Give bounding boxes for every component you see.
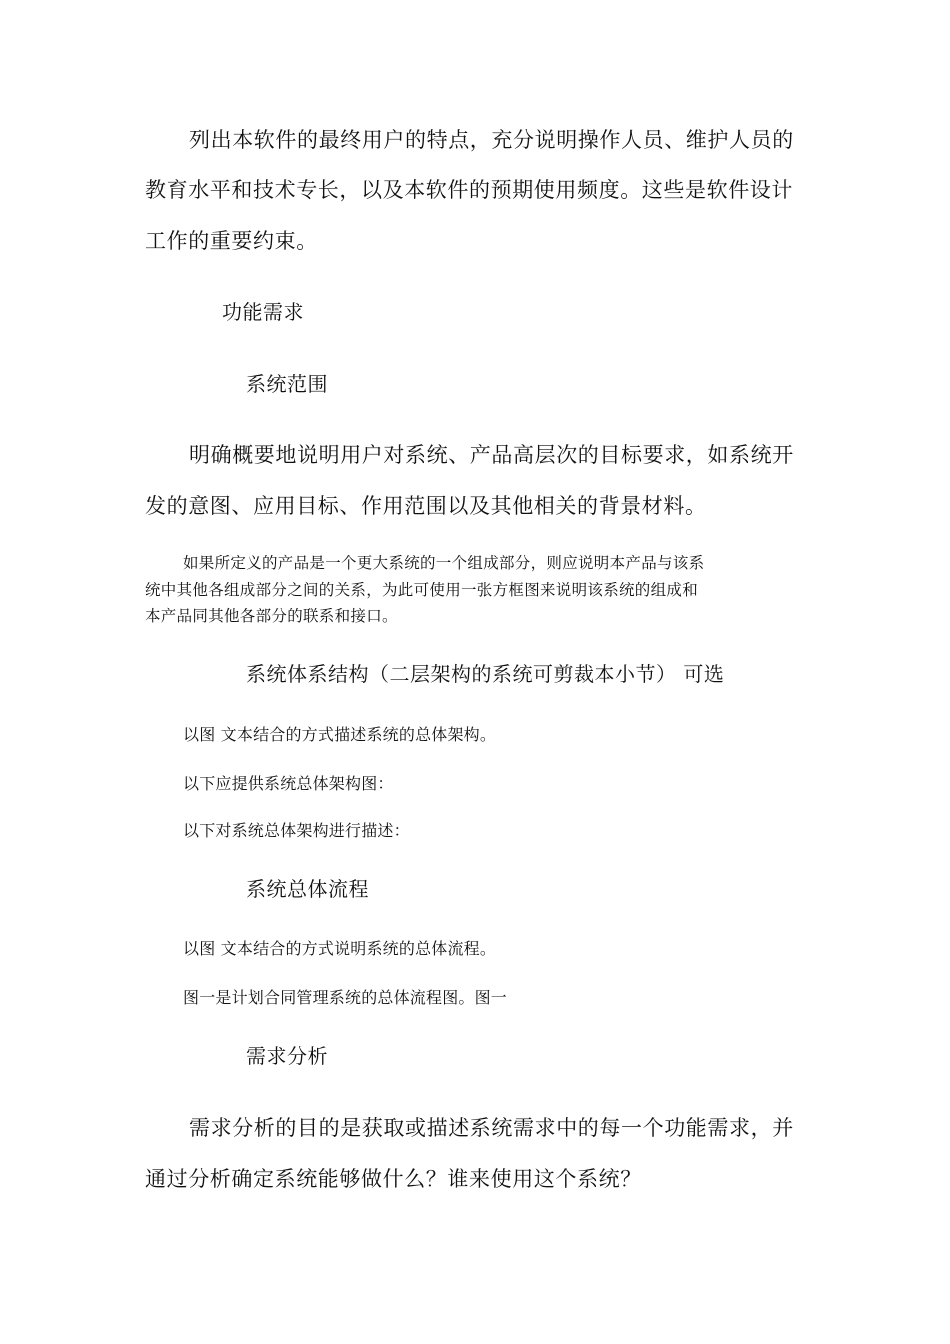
architecture-line-3: 以下对系统总体架构进行描述：: [183, 821, 410, 840]
paragraph-analysis-line-2: 通过分析确定系统能够做什么？谁来使用这个系统？: [145, 1167, 642, 1191]
heading-flow: 系统总体流程: [246, 877, 369, 901]
paragraph-component-line-2: 统中其他各组成部分之间的关系，为此可使用一张方框图来说明该系统的组成和: [145, 581, 699, 599]
paragraph-users-line-3: 工作的重要约束。: [145, 229, 318, 253]
heading-analysis: 需求分析: [246, 1044, 328, 1068]
architecture-line-2: 以下应提供系统总体架构图：: [183, 774, 394, 793]
architecture-line-1: 以图 文本结合的方式描述系统的总体架构。: [183, 725, 497, 744]
heading-functional-requirements: 功能需求: [222, 300, 304, 324]
paragraph-component-line-1: 如果所定义的产品是一个更大系统的一个组成部分，则应说明本产品与该系: [183, 554, 705, 572]
flow-line-2: 图一是计划合同管理系统的总体流程图。图一: [183, 988, 508, 1007]
paragraph-users-line-2: 教育水平和技术专长，以及本软件的预期使用频度。这些是软件设计: [145, 178, 793, 202]
paragraph-component-line-3: 本产品同其他各部分的联系和接口。: [145, 607, 398, 625]
paragraph-users-line-1: 列出本软件的最终用户的特点，充分说明操作人员、维护人员的: [189, 128, 794, 152]
heading-system-scope: 系统范围: [246, 372, 328, 396]
paragraph-analysis-line-1: 需求分析的目的是获取或描述系统需求中的每一个功能需求，并: [189, 1116, 794, 1140]
paragraph-scope-line-2: 发的意图、应用目标、作用范围以及其他相关的背景材料。: [145, 494, 707, 518]
paragraph-scope-line-1: 明确概要地说明用户对系统、产品高层次的目标要求，如系统开: [189, 443, 794, 467]
heading-architecture: 系统体系结构（二层架构的系统可剪裁本小节） 可选: [246, 662, 725, 686]
flow-line-1: 以图 文本结合的方式说明系统的总体流程。: [183, 939, 497, 958]
